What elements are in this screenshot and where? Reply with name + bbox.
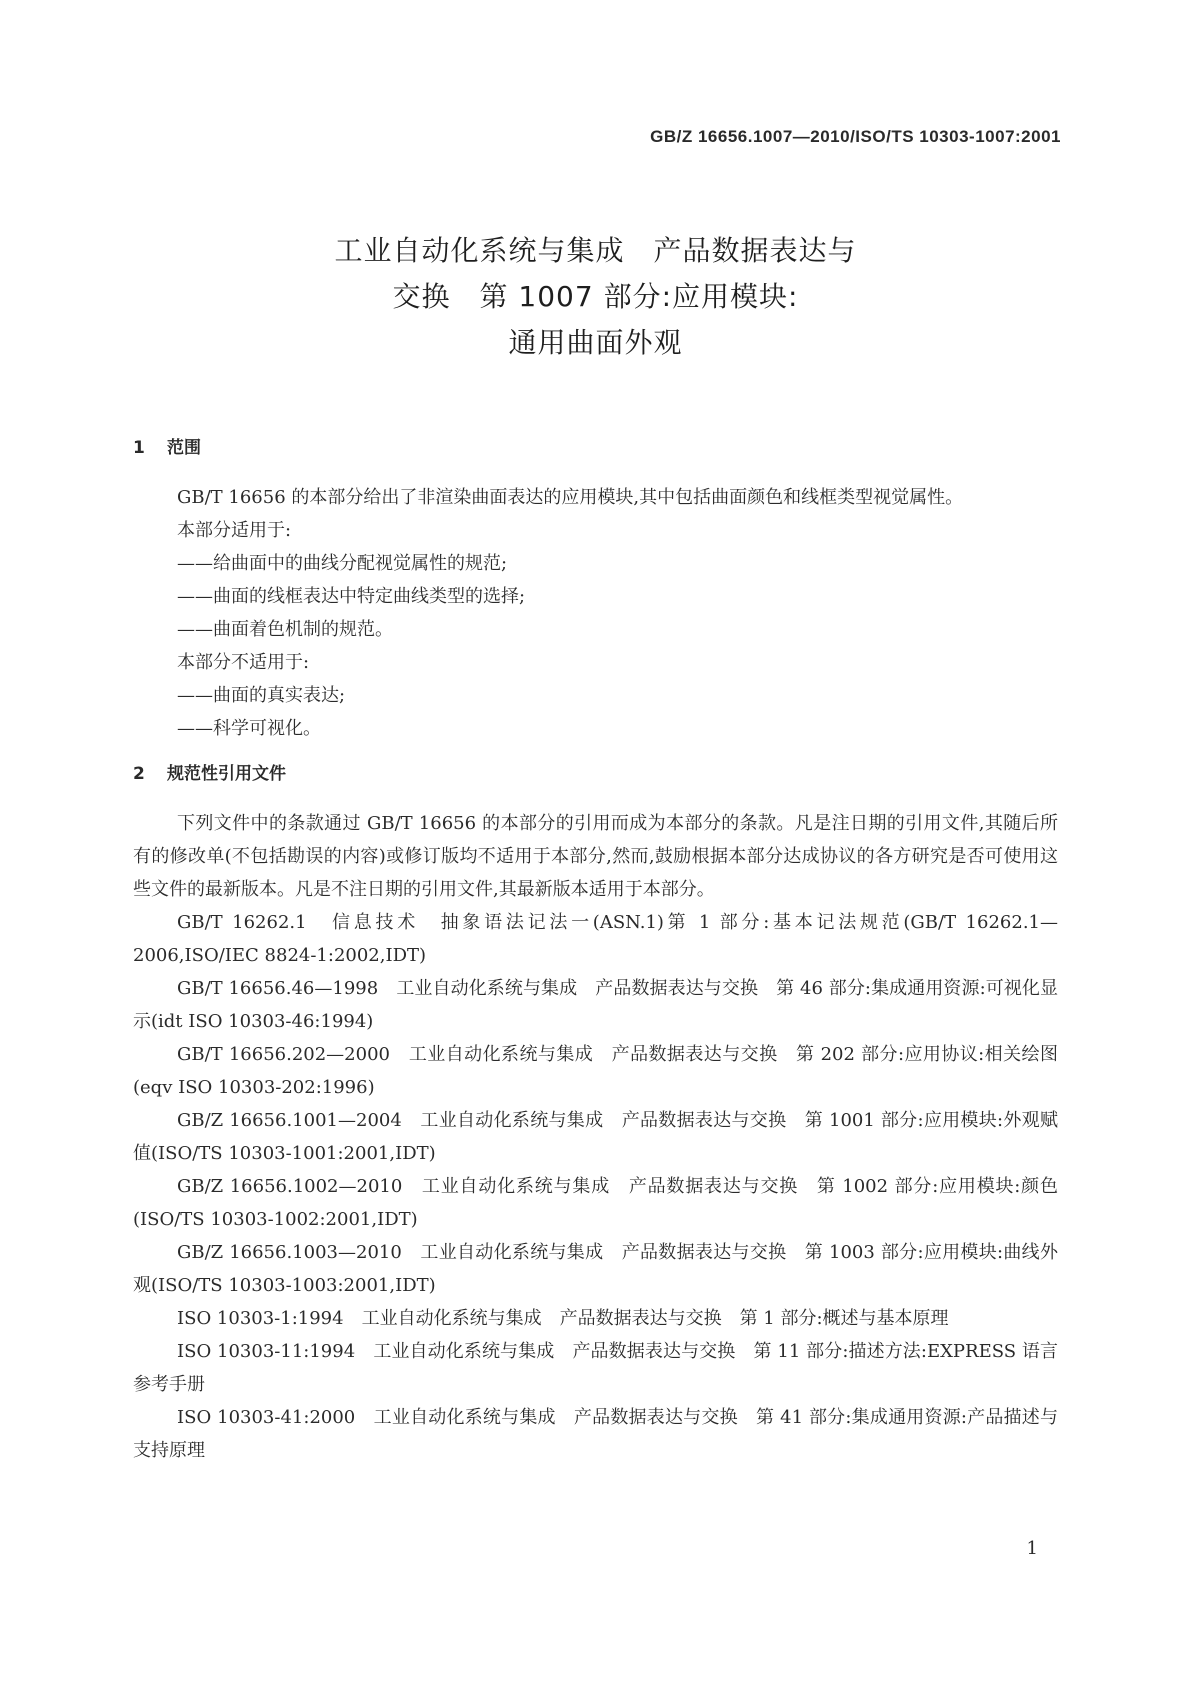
reference-entry: GB/T 16656.202—2000 工业自动化系统与集成 产品数据表达与交换 第 202 部分:应用协议:相关绘图(eqv ISO 10303-202:1996) <box>133 1044 1058 1098</box>
normative-intro-paragraph: 下列文件中的条款通过 GB/T 16656 的本部分的引用而成为本部分的条款。凡是注日期的引用文件,其随后所有的修改单(不包括勘误的内容)或修订版均不适用于本部分,然而,鼓励根据本部分达成协议的各方研究是否可使用这些文件的最新版本。凡是不注日期的引用文件,其最新版本适用于本部分。 <box>133 813 1058 900</box>
reference-entry: GB/Z 16656.1003—2010 工业自动化系统与集成 产品数据表达与交换 第 1003 部分:应用模块:曲线外观(ISO/TS 10303-1003:2001,IDT) <box>133 1242 1058 1296</box>
reference-entry: ISO 10303-11:1994 工业自动化系统与集成 产品数据表达与交换 第 11 部分:描述方法:EXPRESS 语言参考手册 <box>133 1341 1058 1395</box>
list-item: ——曲面的线框表达中特定曲线类型的选择; <box>177 586 526 607</box>
page-number: 1 <box>1026 1538 1038 1559</box>
reference-entry: GB/T 16656.46—1998 工业自动化系统与集成 产品数据表达与交换 第 46 部分:集成通用资源:可视化显示(idt ISO 10303-46:1994) <box>133 978 1058 1032</box>
reference-entry: GB/Z 16656.1001—2004 工业自动化系统与集成 产品数据表达与交换 第 1001 部分:应用模块:外观赋值(ISO/TS 10303-1001:2001,IDT) <box>133 1110 1058 1164</box>
reference-entry: ISO 10303-1:1994 工业自动化系统与集成 产品数据表达与交换 第 1 部分:概述与基本原理 <box>177 1308 949 1329</box>
applies-label: 本部分适用于: <box>177 520 292 541</box>
section-number: 2 <box>133 764 145 784</box>
section-2-heading <box>133 758 1058 791</box>
section-number: 1 <box>133 438 145 458</box>
title-line-2: 交换 第 1007 部分:应用模块: <box>392 280 799 313</box>
section-title: 规范性引用文件 <box>167 764 286 784</box>
reference-entry: ISO 10303-41:2000 工业自动化系统与集成 产品数据表达与交换 第 41 部分:集成通用资源:产品描述与支持原理 <box>133 1407 1058 1461</box>
document-body <box>133 432 1058 1467</box>
not-applies-label: 本部分不适用于: <box>177 652 310 673</box>
list-item: ——曲面的真实表达; <box>177 685 346 706</box>
section-title: 范围 <box>167 438 201 458</box>
document-title <box>0 228 1191 366</box>
list-item: ——科学可视化。 <box>177 718 321 739</box>
scope-intro-paragraph: GB/T 16656 的本部分给出了非渲染曲面表达的应用模块,其中包括曲面颜色和线框类型视觉属性。 <box>177 487 964 508</box>
title-line-1: 工业自动化系统与集成 产品数据表达与 <box>334 234 857 267</box>
section-1-heading <box>133 432 1058 465</box>
title-line-3: 通用曲面外观 <box>508 326 683 359</box>
reference-entry: GB/Z 16656.1002—2010 工业自动化系统与集成 产品数据表达与交换 第 1002 部分:应用模块:颜色(ISO/TS 10303-1002:2001,IDT) <box>133 1176 1058 1230</box>
list-item: ——曲面着色机制的规范。 <box>177 619 393 640</box>
reference-entry: GB/T 16262.1 信息技术 抽象语法记法一(ASN.1)第 1 部分:基本记法规范(GB/T 16262.1—2006,ISO/IEC 8824-1:2002,IDT) <box>133 912 1058 966</box>
list-item: ——给曲面中的曲线分配视觉属性的规范; <box>177 553 508 574</box>
document-id-header: GB/Z 16656.1007—2010/ISO/TS 10303-1007:2001 <box>650 127 1061 146</box>
